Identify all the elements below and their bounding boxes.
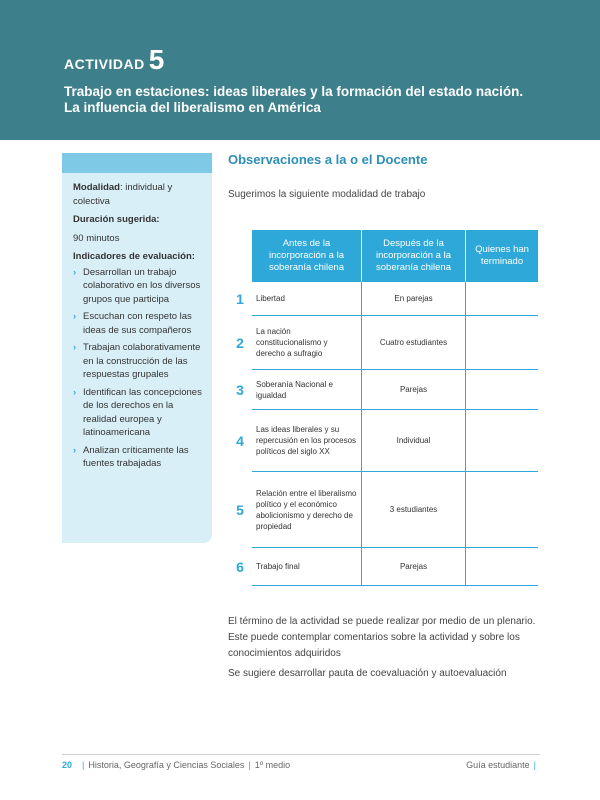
table-cell	[466, 282, 538, 316]
duracion-label: Duración sugerida:	[73, 214, 160, 225]
row-number: 1	[236, 291, 244, 307]
row-number: 5	[236, 502, 244, 518]
modalidad	[73, 181, 204, 208]
footer-separator: |	[248, 760, 251, 770]
table-row	[228, 472, 538, 548]
modalidad-value: : individual y colectiva	[73, 182, 173, 207]
footer-guide: Guía estudiante	[466, 760, 530, 770]
activity-word: ACTIVIDAD	[64, 56, 145, 72]
footer-subject: Historia, Geografía y Ciencias Sociales	[88, 760, 245, 770]
footer-right	[466, 760, 540, 770]
activity-label	[64, 46, 164, 74]
table-cell: Trabajo final	[252, 548, 362, 586]
footer-separator: |	[82, 760, 85, 770]
table-cell	[466, 410, 538, 472]
modalidad-label: Modalidad	[73, 182, 120, 193]
indicador-item: › Trabajan colaborativamente en la construcción de las respuestas grupales	[73, 341, 204, 382]
footer-grade: 1º medio	[254, 760, 291, 770]
indicador-item: › Analizan críticamente las fuentes trabajadas	[73, 444, 204, 471]
page-header	[0, 0, 600, 140]
activity-number: 5	[148, 44, 165, 75]
indicador-item: › Escuchan con respeto las ideas de sus compañeros	[73, 310, 204, 337]
table-cell	[466, 472, 538, 548]
table-cell: Las ideas liberales y su repercusión en los procesos políticos del siglo XX	[252, 410, 362, 472]
row-number: 3	[236, 382, 244, 398]
table-header-row	[228, 230, 538, 282]
table-cell: 3 estudiantes	[362, 472, 466, 548]
footer-left	[62, 760, 290, 770]
table-header-cell: Después de la incorporación a la soberanía chilena	[362, 230, 466, 282]
work-table	[228, 230, 538, 586]
table-cell: Libertad	[252, 282, 362, 316]
row-number: 6	[236, 559, 244, 575]
row-number: 4	[236, 433, 244, 449]
table-cell: En parejas	[362, 282, 466, 316]
indicadores-list	[73, 266, 204, 471]
table-cell	[466, 316, 538, 370]
table-header-cell: Quienes han terminado	[466, 230, 538, 282]
footer-separator: |	[533, 760, 536, 770]
closing-paragraph: Se sugiere desarrollar pauta de coevaluación y autoevaluación	[228, 668, 507, 679]
table-cell: Soberanía Nacional e igualdad	[252, 370, 362, 410]
table-cell: Parejas	[362, 370, 466, 410]
table-cell: La nación constitucionalismo y derecho a sufragio	[252, 316, 362, 370]
table-row	[228, 410, 538, 472]
info-sidebar	[62, 153, 212, 543]
indicadores-label: Indicadores de evaluación:	[73, 251, 195, 262]
activity-title-line-2: La influencia del liberalismo en América	[64, 100, 321, 115]
observations-intro: Sugerimos la siguiente modalidad de trabajo	[228, 189, 426, 200]
row-number: 2	[236, 335, 244, 351]
sidebar-top-bar	[62, 153, 212, 173]
duracion-value: 90 minutos	[73, 232, 120, 244]
table-cell: Relación entre el liberalismo político y el económico abolicionismo y derecho de propiedad	[252, 472, 362, 548]
closing-paragraph: El término de la actividad se puede realizar por medio de un plenario. Este puede contemplar comentarios sobre la actividad y sobre los conocimientos adquiridos	[228, 616, 536, 659]
activity-title	[64, 84, 564, 116]
table-cell: Parejas	[362, 548, 466, 586]
table-cell	[466, 370, 538, 410]
page-footer	[62, 760, 540, 770]
closing-notes	[228, 614, 548, 686]
table-row	[228, 370, 538, 410]
table-cell: Cuatro estudiantes	[362, 316, 466, 370]
table-header-cell: Antes de la incorporación a la soberanía chilena	[252, 230, 362, 282]
activity-title-line-1: Trabajo en estaciones: ideas liberales y la formación del estado nación.	[64, 84, 524, 99]
indicador-item: › Identifican las concepciones de los derechos en la realidad europea y latinoamericana	[73, 386, 204, 440]
table-cell: Individual	[362, 410, 466, 472]
table-cell	[466, 548, 538, 586]
indicador-item: › Desarrollan un trabajo colaborativo en los diversos grupos que participa	[73, 266, 204, 307]
footer-divider	[62, 754, 540, 755]
observations-title: Observaciones a la o el Docente	[228, 152, 428, 167]
table-row	[228, 282, 538, 316]
sidebar-body	[62, 173, 212, 471]
page-number: 20	[62, 760, 73, 770]
table-row	[228, 548, 538, 586]
table-row	[228, 316, 538, 370]
header-spacer	[228, 230, 252, 282]
